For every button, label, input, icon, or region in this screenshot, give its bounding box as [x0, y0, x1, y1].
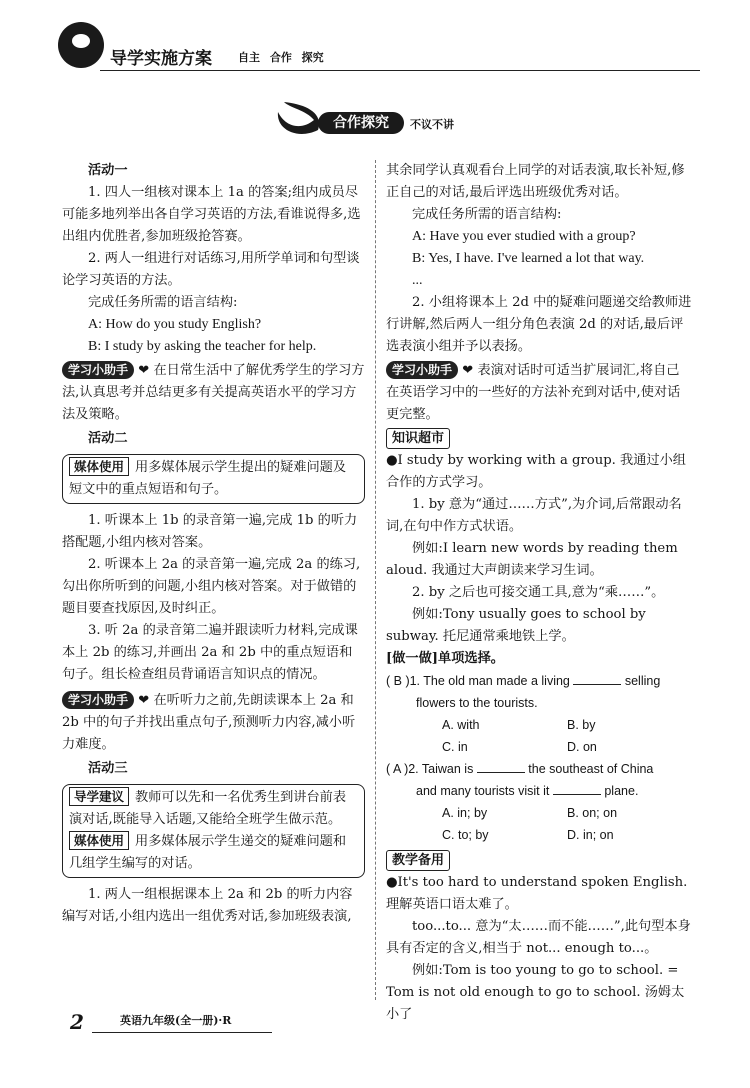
media-use-text: 用多媒体展示学生提出的疑难问题及短文中的重点短语和句子。 [69, 460, 347, 497]
option-a: A. in; by [442, 806, 488, 820]
activity-1-title: 活动一 [88, 163, 128, 178]
continued-paragraph: 其余同学认真观看台上同学的对话表演,取长补短,修正自己的对话,最后评选出班级优秀对话。 [386, 163, 685, 200]
media-use-box-1 [62, 454, 365, 504]
media-use-text: 用多媒体展示学生递交的疑难问题和几组学生编写的对话。 [69, 834, 347, 871]
question-2-answer: ( A ) [386, 762, 409, 776]
option-b: B. on; on [567, 806, 618, 820]
dialogue-line-b: B: I study by asking the teacher for help. [88, 339, 317, 354]
book-title: 英语九年级(全一册)·R [120, 1014, 232, 1027]
study-tip-2 [62, 690, 365, 756]
backup-example: 例如:Tom is too young to go to school. = Tom is not old enough to go to school. 汤姆太小了 [386, 963, 685, 1022]
guide-suggestion-text: 教师可以先和一名优秀生到讲台前表演对话,既能导入话题,又能给全班学生做示范。 [69, 790, 347, 827]
heart-icon: ❤ [138, 693, 150, 708]
study-tip-tag: 学习小助手 [62, 691, 134, 709]
question-2 [386, 758, 692, 846]
dialogue-line-b: B: Yes, I have. I've learned a lot that way. [412, 251, 645, 266]
teaching-backup-label: 教学备用 [386, 850, 450, 871]
right-column [386, 160, 692, 1026]
media-use-label: 媒体使用 [69, 457, 129, 476]
guide-media-box [62, 784, 365, 878]
activity-3-step-2: 2. 小组将课本上 2d 中的疑难问题递交给教师进行讲解,然后两人一组分角色表演 2d 的对话,最后评选表演小组并予以表扬。 [386, 295, 692, 354]
dialogue-ellipsis: ... [412, 273, 423, 288]
language-structure-label: 完成任务所需的语言结构: [88, 295, 238, 310]
study-tip-text: 表演对话时可适当扩展词汇,将自己在英语学习中的一些好的方法补充到对话中,使对话更完整。 [386, 363, 681, 422]
question-1-answer: ( B ) [386, 674, 410, 688]
study-tip-text: 在听听力之前,先朗读课本上 2a 和 2b 中的句子并找出重点句子,预测听力内容,减小听力难度。 [62, 693, 356, 752]
knowledge-example-1: 例如:I learn new words by reading them aloud. 我通过大声朗读来学习生词。 [386, 541, 678, 578]
question-1-stem: 1. The old man made a living [409, 674, 570, 688]
option-a: A. with [442, 718, 480, 732]
left-column [62, 160, 365, 928]
answer-blank [553, 794, 601, 795]
option-d: D. in; on [567, 828, 614, 842]
column-divider [375, 160, 376, 1000]
question-2-stem-end: plane. [604, 784, 639, 798]
study-tip-tag: 学习小助手 [62, 361, 134, 379]
question-1-stem-end: selling [624, 674, 661, 688]
answer-blank [573, 684, 621, 685]
dialogue-line-a: A: How do you study English? [88, 317, 262, 332]
mascot-face-icon [72, 34, 90, 48]
question-2-stem-mid: the southeast of China [528, 762, 654, 776]
activity-2-title: 活动二 [88, 431, 128, 446]
banner-side-label: 不议不讲 [410, 118, 454, 131]
answer-blank [477, 772, 525, 773]
exercise-title: [做一做]单项选择。 [386, 651, 504, 666]
knowledge-point-2: 2. by 之后也可接交通工具,意为“乘……”。 [412, 585, 665, 600]
knowledge-point-1: 1. by 意为“通过……方式”,为介词,后常跟动名词,在句中作方式状语。 [386, 497, 682, 534]
activity-2-step-3: 3. 听 2a 的录音第二遍并跟读听力材料,完成课本上 2b 的练习,并画出 2a 和 2b 中的重点短语和句子。组长检查组员背诵语言知识点的情况。 [62, 623, 358, 682]
banner-main-label: 合作探究 [318, 112, 404, 134]
knowledge-sentence: ●I study by working with a group. 我通过小组合作的方式学习。 [386, 453, 686, 490]
heart-icon: ❤ [462, 363, 474, 378]
header-subtitle: 自主 合作 探究 [238, 51, 324, 64]
backup-explanation: too...to... 意为“太……而不能……”,此句型本身具有否定的含义,相当于 not... enough to...。 [386, 919, 691, 956]
option-c: C. in [442, 740, 468, 754]
study-tip-3 [386, 360, 692, 426]
study-tip-1 [62, 360, 365, 426]
footer-rule [92, 1032, 272, 1033]
study-tip-tag: 学习小助手 [386, 361, 458, 379]
option-b: B. by [567, 718, 596, 732]
knowledge-market-label: 知识超市 [386, 428, 450, 449]
language-structure-label: 完成任务所需的语言结构: [412, 207, 562, 222]
dialogue-line-a: A: Have you ever studied with a group? [412, 229, 636, 244]
activity-2-step-2: 2. 听课本上 2a 的录音第一遍,完成 2a 的练习,勾出你所听到的问题,小组内核对答案。对于做错的题目要查找原因,及时纠正。 [62, 557, 361, 616]
question-1-stem-cont: flowers to the tourists. [416, 696, 538, 710]
guide-suggestion-label: 导学建议 [69, 787, 129, 806]
study-tip-text: 在日常生活中了解优秀学生的学习方法,认真思考并总结更多有关提高英语水平的学习方法及策略。 [62, 363, 365, 422]
question-2-stem: 2. Taiwan is [408, 762, 474, 776]
page-number: 2 [70, 1010, 84, 1034]
activity-1-step-1: 1. 四人一组核对课本上 1a 的答案;组内成员尽可能多地列举出各自学习英语的方法,看谁说得多,选出组内优胜者,参加班级抢答赛。 [62, 185, 361, 244]
backup-sentence: ●It's too hard to understand spoken English. 理解英语口语太难了。 [386, 875, 688, 912]
activity-3-step-1: 1. 两人一组根据课本上 2a 和 2b 的听力内容编写对话,小组内选出一组优秀对话,参加班级表演, [62, 887, 353, 924]
question-1 [386, 670, 692, 758]
media-use-label: 媒体使用 [69, 831, 129, 850]
header-rule [100, 70, 700, 71]
activity-1-step-2: 2. 两人一组进行对话练习,用所学单词和句型谈论学习英语的方法。 [62, 251, 360, 288]
activity-2-step-1: 1. 听课本上 1b 的录音第一遍,完成 1b 的听力搭配题,小组内核对答案。 [62, 513, 358, 550]
question-2-stem-cont: and many tourists visit it [416, 784, 550, 798]
knowledge-example-2: 例如:Tony usually goes to school by subway. 托尼通常乘地铁上学。 [386, 607, 646, 644]
option-c: C. to; by [442, 828, 489, 842]
header-title: 导学实施方案 [110, 49, 212, 69]
activity-3-title: 活动三 [88, 761, 128, 776]
heart-icon: ❤ [138, 363, 150, 378]
option-d: D. on [567, 740, 597, 754]
